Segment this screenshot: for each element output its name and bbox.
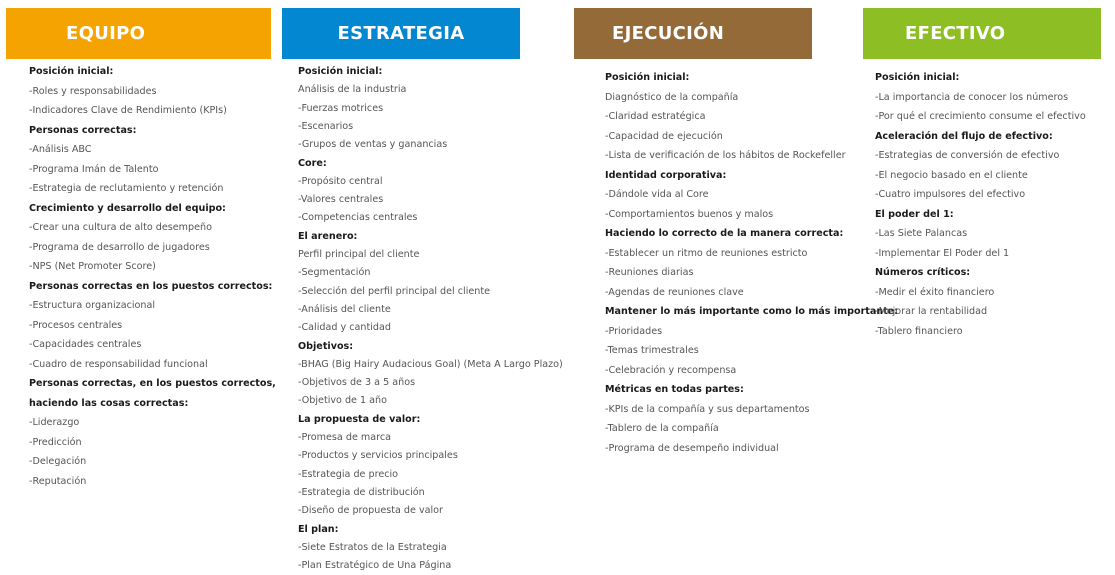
list-item: -Estrategia de precio bbox=[298, 468, 399, 480]
header-equipo bbox=[6, 8, 271, 59]
section-heading: Personas correctas, en los puestos correctos, bbox=[29, 378, 276, 389]
list-item: -Capacidades centrales bbox=[29, 339, 142, 350]
list-item: -Selección del perfil principal del cliente bbox=[298, 285, 491, 297]
list-item: -Celebración y recompensa bbox=[605, 364, 737, 376]
list-item: -KPIs de la compañía y sus departamentos bbox=[605, 403, 810, 415]
list-item: -Reuniones diarias bbox=[605, 267, 694, 278]
list-item: -Implementar El Poder del 1 bbox=[875, 247, 1010, 259]
list-item: -Grupos de ventas y ganancias bbox=[298, 139, 448, 151]
header-ejecucion bbox=[574, 8, 812, 59]
list-item: -Crear una cultura de alto desempeño bbox=[29, 222, 212, 233]
section-heading: El poder del 1: bbox=[875, 208, 954, 220]
list-item: -Temas trimestrales bbox=[605, 345, 699, 356]
list-item: -Capacidad de ejecución bbox=[605, 130, 723, 142]
list-item: -Prioridades bbox=[605, 325, 663, 337]
list-item: -Estrategias de conversión de efectivo bbox=[875, 150, 1060, 161]
list-item: -Análisis del cliente bbox=[298, 303, 391, 315]
list-item: -Comportamientos buenos y malos bbox=[605, 208, 774, 220]
list-item: Perfil principal del cliente bbox=[298, 249, 420, 260]
list-item: -Productos y servicios principales bbox=[298, 450, 458, 462]
list-item: -Reputación bbox=[29, 475, 87, 487]
column-efectivo bbox=[863, 8, 1101, 337]
list-item: -El negocio basado en el cliente bbox=[875, 169, 1028, 181]
section-heading: Objetivos: bbox=[298, 340, 354, 352]
list-item: Análisis de la industria bbox=[298, 84, 407, 96]
list-item: -Lista de verificación de los hábitos de Rockefeller bbox=[605, 150, 846, 161]
list-item: -Dándole vida al Core bbox=[605, 189, 709, 200]
section-heading: Aceleración del flujo de efectivo: bbox=[875, 130, 1053, 142]
section-heading: Posición inicial: bbox=[875, 72, 960, 83]
header-title: EQUIPO bbox=[66, 23, 146, 44]
list-item: -Escenarios bbox=[298, 120, 354, 132]
column-estrategia bbox=[282, 8, 563, 572]
list-item: -Medir el éxito financiero bbox=[875, 286, 995, 298]
section-heading: Números críticos: bbox=[875, 267, 971, 278]
section-heading: haciendo las cosas correctas: bbox=[29, 397, 189, 409]
header-title: EFECTIVO bbox=[905, 23, 1006, 44]
section-heading: Haciendo lo correcto de la manera correcta: bbox=[605, 228, 844, 239]
list-item: -Fuerzas motrices bbox=[298, 102, 384, 114]
list-item: -NPS (Net Promoter Score) bbox=[29, 261, 156, 272]
list-item: -Delegación bbox=[29, 456, 87, 467]
header-efectivo bbox=[863, 8, 1101, 59]
list-item: -Plan Estratégico de Una Página bbox=[298, 560, 452, 572]
list-item: -La importancia de conocer los números bbox=[875, 91, 1069, 103]
list-item: -Siete Estratos de la Estrategia bbox=[298, 541, 447, 553]
list-item: -Diseño de propuesta de valor bbox=[298, 505, 443, 517]
list-item: -Análisis ABC bbox=[29, 144, 92, 155]
list-item: -Estructura organizacional bbox=[29, 300, 156, 311]
column-equipo bbox=[6, 8, 276, 487]
list-item: -Tablero financiero bbox=[875, 325, 963, 337]
list-item: -Liderazgo bbox=[29, 417, 80, 428]
list-item: -Programa de desarrollo de jugadores bbox=[29, 241, 210, 253]
list-item: -Roles y responsabilidades bbox=[29, 85, 157, 97]
list-item: -Claridad estratégica bbox=[605, 111, 706, 122]
section-heading: Posición inicial: bbox=[29, 66, 114, 77]
section-heading: El arenero: bbox=[298, 230, 358, 242]
list-item: -Promesa de marca bbox=[298, 432, 392, 443]
section-heading: Posición inicial: bbox=[605, 72, 690, 83]
list-item: -Estrategia de distribución bbox=[298, 486, 425, 498]
section-heading: Core: bbox=[298, 157, 327, 169]
section-heading: Posición inicial: bbox=[298, 66, 383, 77]
section-heading: Identidad corporativa: bbox=[605, 169, 727, 181]
section-heading: Mantener lo más importante como lo más importante: bbox=[605, 306, 899, 317]
list-item: -Estrategia de reclutamiento y retención bbox=[29, 183, 224, 194]
section-heading: La propuesta de valor: bbox=[298, 413, 421, 425]
list-item: -Cuadro de responsabilidad funcional bbox=[29, 358, 208, 370]
list-item: -Predicción bbox=[29, 436, 82, 448]
header-title: EJECUCIÓN bbox=[612, 23, 725, 44]
section-heading: Personas correctas en los puestos correctos: bbox=[29, 280, 273, 292]
list-item: -Calidad y cantidad bbox=[298, 322, 391, 334]
section-heading: Personas correctas: bbox=[29, 124, 137, 136]
list-item: -Procesos centrales bbox=[29, 319, 123, 331]
list-item: -BHAG (Big Hairy Audacious Goal) (Meta A Largo Plazo) bbox=[298, 358, 563, 370]
list-item: -Por qué el crecimiento consume el efectivo bbox=[875, 111, 1086, 122]
section-heading: El plan: bbox=[298, 523, 339, 535]
header-title: ESTRATEGIA bbox=[337, 23, 465, 44]
list-item: -Las Siete Palancas bbox=[875, 228, 968, 239]
list-item: -Valores centrales bbox=[298, 194, 384, 206]
column-ejecucion bbox=[574, 8, 899, 454]
list-item: -Agendas de reuniones clave bbox=[605, 286, 744, 298]
list-item: -Segmentación bbox=[298, 267, 371, 279]
list-item: -Cuatro impulsores del efectivo bbox=[875, 189, 1026, 200]
list-item: -Programa de desempeño individual bbox=[605, 442, 779, 454]
list-item: -Competencias centrales bbox=[298, 212, 418, 224]
list-item: -Objetivo de 1 año bbox=[298, 395, 387, 407]
list-item: -Tablero de la compañía bbox=[605, 423, 719, 434]
list-item: -Indicadores Clave de Rendimiento (KPIs) bbox=[29, 105, 227, 116]
list-item: -Propósito central bbox=[298, 175, 383, 187]
list-item: -Objetivos de 3 a 5 años bbox=[298, 377, 416, 389]
header-estrategia bbox=[282, 8, 520, 59]
section-heading: Métricas en todas partes: bbox=[605, 384, 744, 395]
list-item: -Programa Imán de Talento bbox=[29, 163, 159, 175]
list-item: Diagnóstico de la compañía bbox=[605, 91, 739, 103]
section-heading: Crecimiento y desarrollo del equipo: bbox=[29, 202, 226, 214]
list-item: -Mejorar la rentabilidad bbox=[875, 306, 988, 317]
list-item: -Establecer un ritmo de reuniones estricto bbox=[605, 247, 808, 259]
